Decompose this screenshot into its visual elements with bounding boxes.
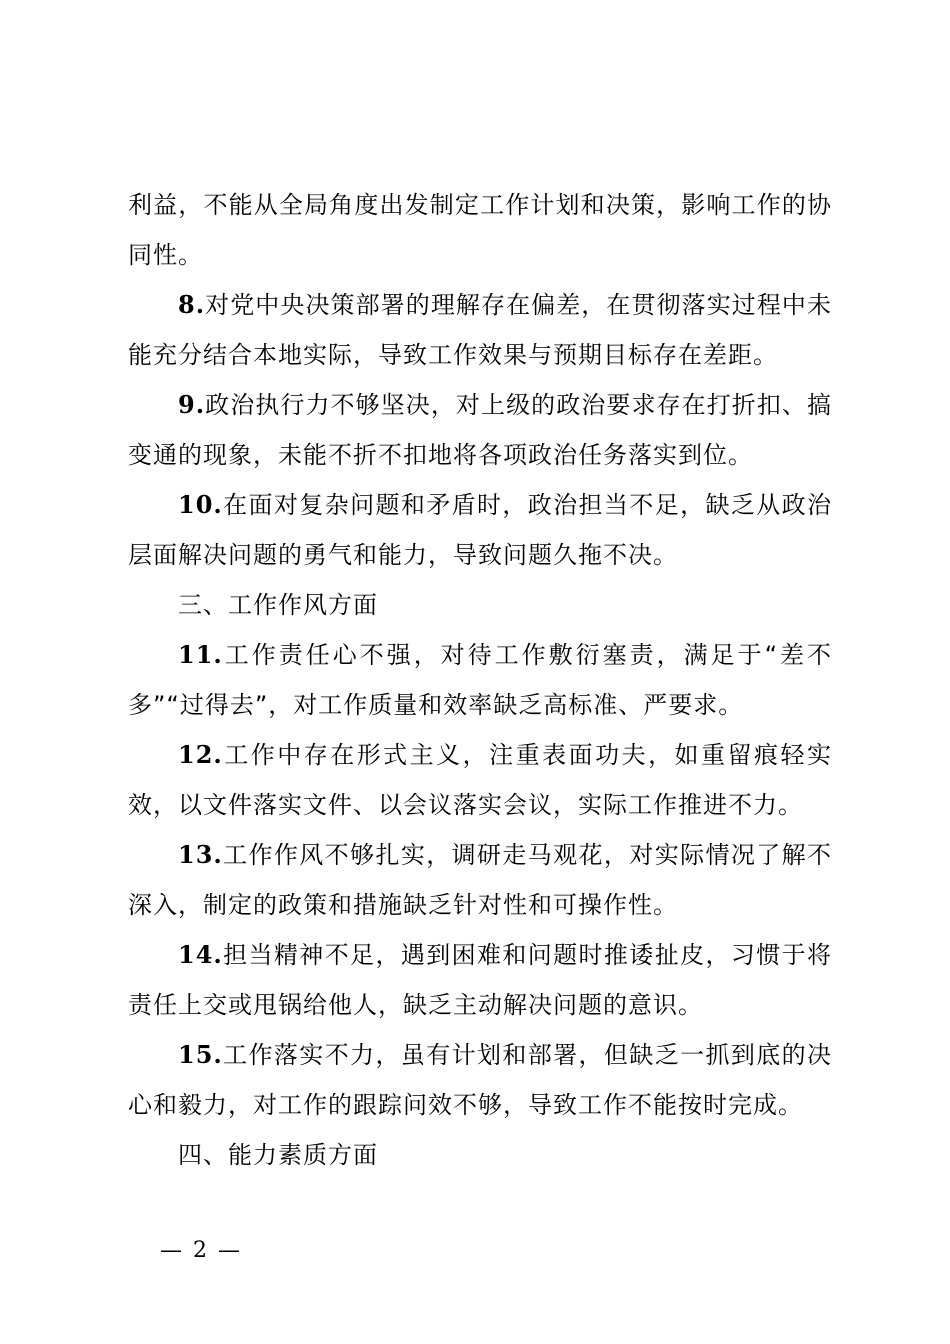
paragraph-text: 在面对复杂问题和矛盾时，政治担当不足，缺乏从政治层面解决问题的勇气和能力，导致问题久拖不决。 <box>128 491 832 569</box>
paragraph-item-8 <box>128 280 832 380</box>
paragraph-text: 工作作风不够扎实，调研走马观花，对实际情况了解不深入，制定的政策和措施缺乏针对性和可操作性。 <box>128 841 832 919</box>
body-text <box>128 180 832 1180</box>
paragraph-text: 工作中存在形式主义，注重表面功夫，如重留痕轻实效，以文件落实文件、以会议落实会议，实际工作推进不力。 <box>128 741 832 819</box>
item-number: 13. <box>178 840 223 869</box>
paragraph-text: 工作责任心不强，对待工作敷衍塞责，满足于“差不多”“过得去”，对工作质量和效率缺乏高标准、严要求。 <box>128 641 832 719</box>
paragraph-item-10 <box>128 480 832 580</box>
paragraph-text: 工作落实不力，虽有计划和部署，但缺乏一抓到底的决心和毅力，对工作的跟踪问效不够，导致工作不能按时完成。 <box>128 1041 832 1119</box>
item-number: 11. <box>178 640 223 669</box>
page-number: — 2 — <box>160 1238 242 1263</box>
paragraph-item-13 <box>128 830 832 930</box>
paragraph-text: 对党中央决策部署的理解存在偏差，在贯彻落实过程中未能充分结合本地实际，导致工作效果与预期目标存在差距。 <box>128 291 832 369</box>
paragraph-item-15 <box>128 1030 832 1130</box>
item-number: 10. <box>178 490 223 519</box>
paragraph-item-12 <box>128 730 832 830</box>
section-heading-work-style <box>128 580 832 630</box>
heading-text: 三、工作作风方面 <box>178 591 378 619</box>
item-number: 9. <box>178 390 206 419</box>
item-number: 12. <box>178 740 223 769</box>
paragraph-item-14 <box>128 930 832 1030</box>
section-heading-ability <box>128 1130 832 1180</box>
item-number: 8. <box>178 290 206 319</box>
paragraph-continuation <box>128 180 832 280</box>
paragraph-text: 利益，不能从全局角度出发制定工作计划和决策，影响工作的协同性。 <box>128 191 832 269</box>
heading-text: 四、能力素质方面 <box>178 1141 378 1169</box>
paragraph-text: 担当精神不足，遇到困难和问题时推诿扯皮，习惯于将责任上交或甩锅给他人，缺乏主动解决问题的意识。 <box>128 941 832 1019</box>
paragraph-item-11 <box>128 630 832 730</box>
paragraph-text: 政治执行力不够坚决，对上级的政治要求存在打折扣、搞变通的现象，未能不折不扣地将各项政治任务落实到位。 <box>128 391 832 469</box>
paragraph-item-9 <box>128 380 832 480</box>
item-number: 14. <box>178 940 223 969</box>
item-number: 15. <box>178 1040 223 1069</box>
